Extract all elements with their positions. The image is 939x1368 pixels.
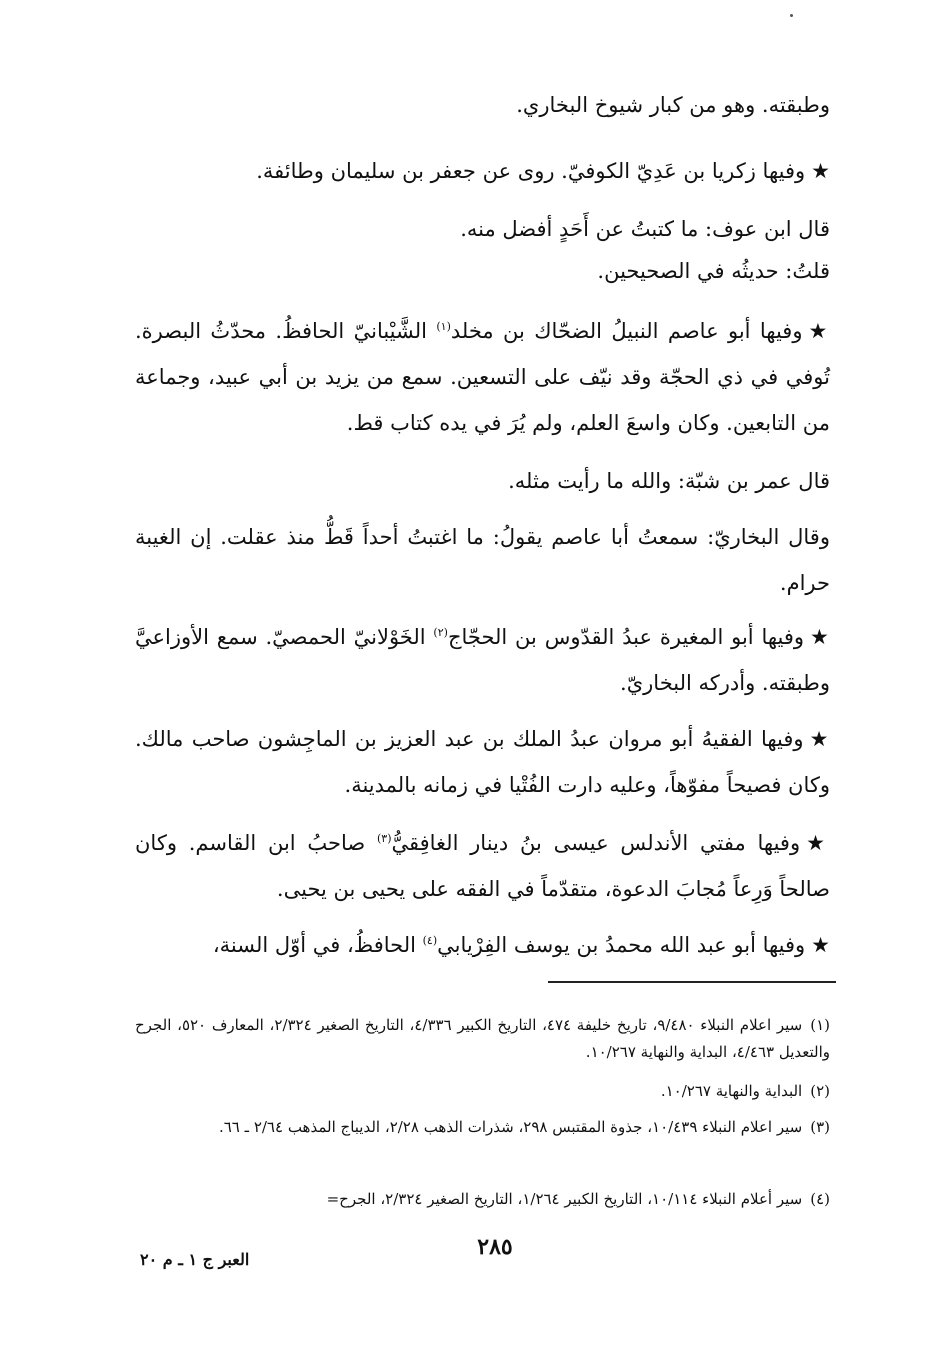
- paragraph-4: [135, 248, 830, 294]
- star-icon: ★: [811, 159, 830, 183]
- footnote-ref[interactable]: (٢): [433, 626, 448, 639]
- signature-mark: العبر ج ١ ـ م ٢٠: [140, 1250, 250, 1269]
- paragraph-text: وفيها أبو عبد الله محمدُ بن يوسف الفِرْيابي: [437, 933, 806, 957]
- footnote-4: [135, 1186, 830, 1213]
- star-icon: ★: [810, 625, 831, 649]
- paragraph-text: الخَوْلانيّ الحمصيّ. سمع الأوزاعيَّ وطبقته. وأدركه البخاريّ.: [135, 625, 830, 695]
- footnote-text: سير أعلام النبلاء ١٠/١١٤، التاريخ الكبير ١/٢٦٤، التاريخ الصغير ٢/٣٢٤، الجرح=: [326, 1190, 803, 1208]
- paragraph-2: [135, 148, 830, 194]
- star-icon: ★: [809, 727, 831, 751]
- footnote-ref[interactable]: (٣): [376, 832, 392, 845]
- paragraph-5: [135, 308, 830, 446]
- footnote-1: [135, 1012, 830, 1066]
- page-number: ٢٨٥: [477, 1234, 513, 1260]
- speck-mark: [790, 14, 793, 17]
- footnote-number: (٣): [810, 1118, 830, 1136]
- footnote-divider: [548, 981, 836, 983]
- paragraph-text: وفيها زكريا بن عَدِيّ الكوفيّ. روى عن جعفر بن سليمان وطائفة.: [256, 159, 806, 183]
- paragraph-text: وفيها أبو عاصم النبيلُ الضحّاك بن مخلد: [450, 319, 803, 343]
- paragraph-7: [135, 514, 830, 606]
- paragraph-text: قلتُ: حديثُه في الصحيحين.: [597, 259, 830, 283]
- footnote-ref[interactable]: (٤): [422, 934, 438, 947]
- footnote-text: سير اعلام النبلاء ٩/٤٨٠، تاريخ خليفة ٤٧٤، التاريخ الكبير ٤/٣٣٦، التاريخ الصغير ٢/٣٢٤، المعارف ٥٢٠، الجرح والتعديل ٤/٤٦٣، البداية والنهاية ١٠/٢٦٧.: [135, 1016, 830, 1061]
- paragraph-text: وقال البخاريّ: سمعتُ أبا عاصم يقولُ: ما اغتبتُ أحداً قَطُّ منذ عقلت. إن الغيبة حرام.: [135, 525, 830, 595]
- footnote-number: (٢): [810, 1082, 830, 1100]
- paragraph-1: [135, 82, 830, 128]
- paragraph-text: وفيها مفتي الأندلس عيسى بنُ دينار الغافِقيُّ: [391, 831, 801, 855]
- star-icon: ★: [811, 933, 830, 957]
- paragraph-text: وطبقته. وهو من كبار شيوخ البخاري.: [516, 93, 830, 117]
- paragraph-6: [135, 458, 830, 504]
- paragraph-text: الحافظُ، في أوّل السنة،: [212, 933, 423, 957]
- paragraph-text: وفيها الفقيهُ أبو مروان عبدُ الملك بن عبد العزيز بن الماجِشون صاحب مالك. وكان فصيحاً مفوّهاً، وعليه دارت الفُتْيا في زمانه بالمدينة.: [135, 727, 830, 797]
- footnote-2: [135, 1078, 830, 1105]
- paragraph-text: الشَّيْبانيّ الحافظُ. محدّثُ البصرة. تُوفي في ذي الحجّة وقد نيّف على التسعين. سمع من يزيد بن أبي عبيد، وجماعة من التابعين. وكان واسعَ العلم، ولم يُرَ في يده كتاب قط.: [135, 319, 830, 435]
- paragraph-text: قال عمر بن شبّة: والله ما رأيت مثله.: [508, 469, 830, 493]
- footnote-ref[interactable]: (١): [436, 320, 451, 333]
- footnote-text: البداية والنهاية ١٠/٢٦٧.: [660, 1082, 803, 1100]
- star-icon: ★: [806, 831, 830, 855]
- paragraph-10: [135, 820, 830, 912]
- paragraph-3: [135, 206, 830, 252]
- paragraph-text: قال ابن عوف: ما كتبتُ عن أَحَدٍ أفضل منه.: [460, 217, 830, 241]
- paragraph-11: [135, 922, 830, 968]
- paragraph-text: صاحبُ ابن القاسم. وكان صالحاً وَرِعاً مُجابَ الدعوة، متقدّماً في الفقه على يحيى بن يحيى.: [135, 831, 830, 901]
- footnote-number: (٤): [810, 1190, 830, 1208]
- star-icon: ★: [808, 319, 830, 343]
- footnote-3: [135, 1114, 830, 1141]
- footnote-number: (١): [810, 1016, 831, 1034]
- paragraph-text: وفيها أبو المغيرة عبدُ القدّوس بن الحجّاج: [447, 625, 805, 649]
- footnote-text: سير اعلام النبلاء ١٠/٤٣٩، جذوة المقتبس ٢٩٨، شذرات الذهب ٢/٢٨، الديباج المذهب ٢/٦٤ ـ ٦٦.: [218, 1118, 803, 1136]
- paragraph-8: [135, 614, 830, 706]
- paragraph-9: [135, 716, 830, 808]
